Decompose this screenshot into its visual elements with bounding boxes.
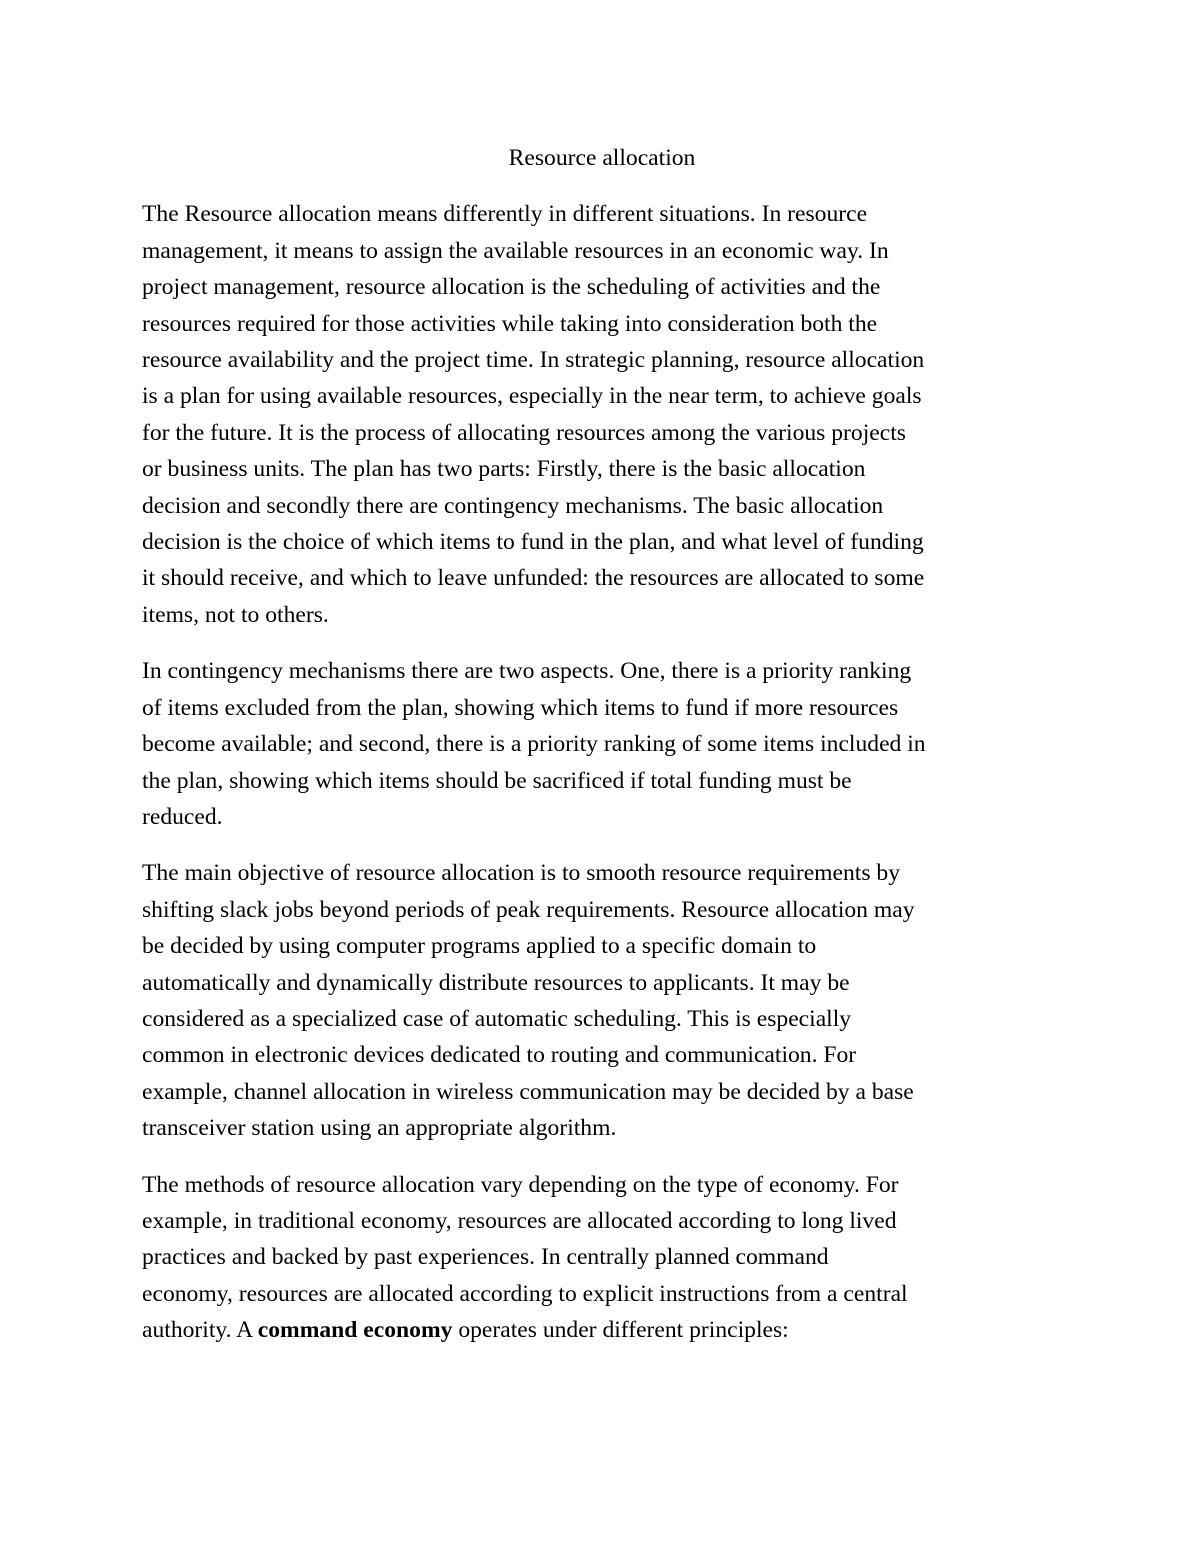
- text-line: example, channel allocation in wireless communication may be decided by a base: [142, 1078, 914, 1105]
- text-line: practices and backed by past experiences. In centrally planned command: [142, 1244, 829, 1271]
- document-title: Resource allocation: [508, 145, 696, 171]
- text-line: for the future. It is the process of allocating resources among the various projects: [142, 419, 906, 446]
- text-line: considered as a specialized case of automatic scheduling. This is especially: [142, 1005, 852, 1032]
- text-line: The Resource allocation means differently in different situations. In resource: [142, 201, 868, 228]
- text-line: common in electronic devices dedicated to routing and communication. For: [142, 1042, 857, 1069]
- text-line: The main objective of resource allocation is to smooth resource requirements by: [142, 860, 901, 887]
- text-line: automatically and dynamically distribute resources to applicants. It may be: [142, 969, 850, 996]
- paragraph-3: [142, 855, 1062, 1146]
- text-line: or business units. The plan has two parts: Firstly, there is the basic allocation: [142, 456, 866, 483]
- text-run: operates under different principles:: [452, 1317, 789, 1344]
- text-line: The methods of resource allocation vary depending on the type of economy. For: [142, 1171, 899, 1198]
- paragraph-4: [142, 1167, 1062, 1349]
- text-line: become available; and second, there is a priority ranking of some items included in: [142, 731, 926, 758]
- text-line: decision is the choice of which items to fund in the plan, and what level of funding: [142, 529, 924, 556]
- text-line: items, not to others.: [142, 601, 329, 628]
- text-line: the plan, showing which items should be sacrificed if total funding must be: [142, 767, 852, 794]
- document-body: [142, 140, 1062, 1369]
- bold-term: command economy: [257, 1317, 453, 1344]
- paragraph-2: [142, 653, 1062, 835]
- text-line: transceiver station using an appropriate algorithm.: [142, 1115, 617, 1142]
- text-line: economy, resources are allocated according to explicit instructions from a central: [142, 1280, 908, 1307]
- text-line: reduced.: [142, 803, 223, 830]
- text-line: resource availability and the project time. In strategic planning, resource allocation: [142, 347, 925, 374]
- text-line-mixed: [142, 1312, 1062, 1348]
- text-line: of items excluded from the plan, showing which items to fund if more resources: [142, 694, 899, 721]
- text-line: decision and secondly there are contingency mechanisms. The basic allocation: [142, 492, 884, 519]
- text-line: project management, resource allocation is the scheduling of activities and the: [142, 274, 881, 301]
- text-line: it should receive, and which to leave unfunded: the resources are allocated to some: [142, 565, 925, 592]
- text-run: authority. A: [142, 1317, 258, 1344]
- text-line: management, it means to assign the available resources in an economic way. In: [142, 237, 889, 264]
- text-line: resources required for those activities while taking into consideration both the: [142, 310, 878, 337]
- paragraph-1: [142, 196, 1062, 633]
- text-line: shifting slack jobs beyond periods of peak requirements. Resource allocation may: [142, 896, 915, 923]
- text-line: In contingency mechanisms there are two aspects. One, there is a priority ranking: [142, 658, 912, 685]
- text-line: is a plan for using available resources, especially in the near term, to achieve goals: [142, 383, 922, 410]
- text-line: example, in traditional economy, resources are allocated according to long lived: [142, 1207, 897, 1234]
- text-line: be decided by using computer programs applied to a specific domain to: [142, 933, 817, 960]
